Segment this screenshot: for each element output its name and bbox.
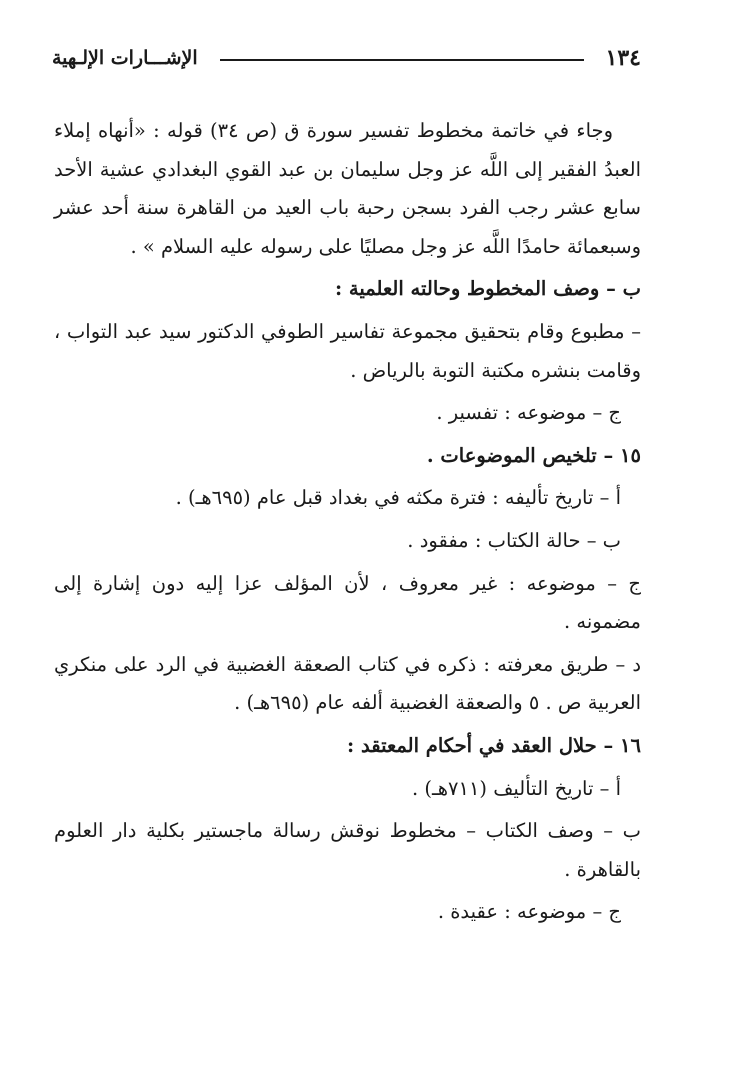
list-item: ج – موضوعه : تفسير . xyxy=(436,401,621,425)
page-header xyxy=(52,38,641,78)
section-heading: ١٦ – حلال العقد في أحكام المعتقد : xyxy=(346,733,641,757)
section-heading: ب – وصف المخطوط وحالته العلمية : xyxy=(334,277,641,301)
list-item: أ – تاريخ تأليفه : فترة مكثه في بغداد قبل عام (٦٩٥هـ) . xyxy=(175,486,621,510)
list-item: د – طريق معرفته : ذكره في كتاب الصعقة الغضبية في الرد على منكري العربية ص . ٥ والصعقة الغضبية ألفه عام (٦٩٥هـ) . xyxy=(54,652,641,715)
paragraph: وجاء في خاتمة مخطوط تفسير سورة ق (ص ٣٤) قوله : «أنهاه إملاء العبدُ الفقير إلى اللَّه عز وجل سليمان بن عبد القوي البغدادي عشية الأحد سابع عشر رجب الفرد بسجن رحبة باب العيد من القاهرة سنة أحد عشر وسبعمائة حامدًا اللَّه عز وجل مصليًا على رسوله عليه السلام » . xyxy=(54,119,641,258)
list-item: ب – حالة الكتاب : مفقود . xyxy=(407,528,621,552)
page-body xyxy=(54,112,641,936)
page-number: ١٣٤ xyxy=(605,45,641,71)
section-heading: ١٥ – تلخيص الموضوعات . xyxy=(426,443,641,467)
header-rule xyxy=(220,59,584,61)
list-item: ب – وصف الكتاب – مخطوط نوقش رسالة ماجستير بكلية دار العلوم بالقاهرة . xyxy=(54,819,641,881)
list-item: ج – موضوعه : عقيدة . xyxy=(437,900,621,924)
list-item: ج – موضوعه : غير معروف ، لأن المؤلف عزا إليه دون إشارة إلى مضمونه . xyxy=(54,571,641,634)
running-title: الإشـــارات الإلـهية xyxy=(52,47,198,69)
paragraph: – مطبوع وقام بتحقيق مجموعة تفاسير الطوفي الدكتور سيد عبد التواب ، وقامت بنشره مكتبة التوبة بالرياض . xyxy=(54,319,641,382)
list-item: أ – تاريخ التأليف (٧١١هـ) . xyxy=(411,776,621,800)
